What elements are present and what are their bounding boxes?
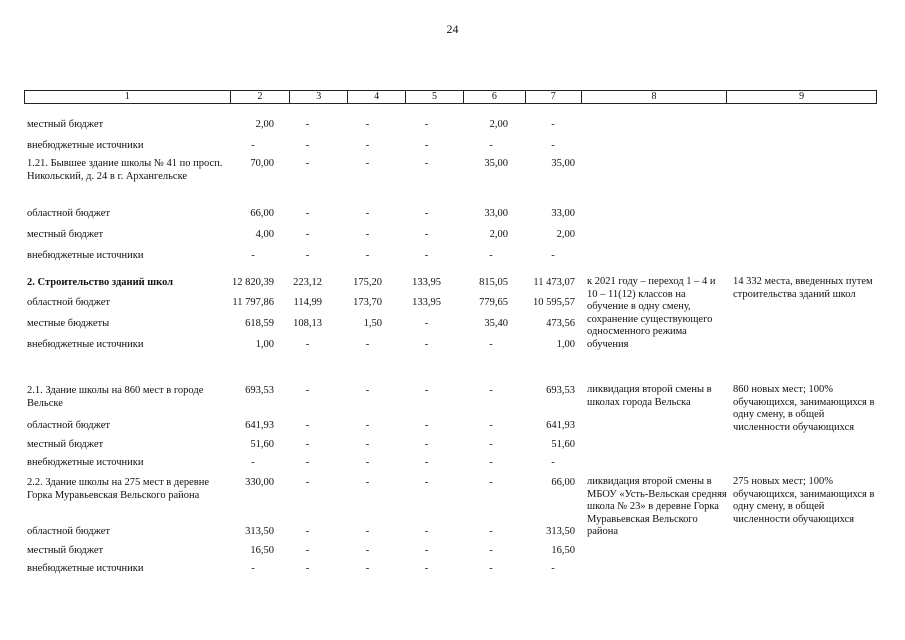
row-label: внебюджетные источники: [27, 457, 144, 468]
row-cell-col-7: 313,50: [546, 526, 575, 537]
row-cell-col-5: -: [424, 420, 429, 431]
row-cell-col-5: 133,95: [412, 297, 441, 308]
row-cell-col-4: -: [365, 339, 370, 350]
header-col-6: 6: [464, 91, 526, 103]
row-cell-col-3: -: [305, 158, 310, 169]
row-cell-col-3: -: [305, 420, 310, 431]
row-cell-col-7: -: [551, 119, 555, 130]
note-col-8: ликвидация второй смены в МБОУ «Усть-Вельская средняя школа № 23» в деревне Горка Муравьевская Вельского района: [587, 476, 727, 537]
row-cell-col-6: -: [489, 140, 493, 151]
row-label: внебюджетные источники: [27, 339, 144, 350]
row-label: областной бюджет: [27, 208, 110, 219]
row-label: областной бюджет: [27, 297, 110, 308]
row-cell-col-5: -: [424, 140, 429, 151]
row-cell-col-6: 35,40: [484, 318, 508, 329]
row-label: 1.21. Бывшее здание школы № 41 по просп. Никольский, д. 24 в г. Архангельске: [27, 158, 223, 182]
row-label: местные бюджеты: [27, 318, 110, 329]
row-label: местный бюджет: [27, 545, 104, 556]
row-cell-col-2: -: [251, 563, 255, 574]
row-cell-col-6: 35,00: [484, 158, 508, 169]
header-col-4: 4: [348, 91, 406, 103]
note-col-9: 275 новых мест; 100% обучающихся, занимающихся в одну смену, в общей численности обучающихся: [733, 476, 875, 525]
row-cell-col-2: 11 797,86: [232, 297, 274, 308]
row-cell-col-7: 1,00: [556, 339, 575, 350]
row-cell-col-5: -: [424, 526, 429, 537]
row-cell-col-3: -: [305, 229, 310, 240]
row-cell-col-4: -: [365, 385, 370, 396]
row-cell-col-2: 66,00: [250, 208, 274, 219]
row-cell-col-7: -: [551, 457, 555, 468]
page-number: 24: [446, 22, 459, 36]
row-cell-col-3: 108,13: [293, 318, 322, 329]
row-cell-col-7: 11 473,07: [533, 277, 575, 288]
row-cell-col-4: 173,70: [353, 297, 382, 308]
row-cell-col-6: 779,65: [479, 297, 508, 308]
note-col-8: ликвидация второй смены в школах города Вельска: [587, 384, 712, 408]
row-cell-col-5: -: [424, 208, 429, 219]
row-cell-col-4: 175,20: [353, 277, 382, 288]
row-cell-col-5: -: [424, 563, 429, 574]
note-col-9: 14 332 места, введенных путем строительства зданий школ: [733, 276, 873, 300]
row-label: местный бюджет: [27, 439, 104, 450]
row-cell-col-5: -: [424, 318, 429, 329]
row-label: областной бюджет: [27, 526, 110, 537]
row-cell-col-6: 2,00: [489, 229, 508, 240]
row-cell-col-6: 815,05: [479, 277, 508, 288]
row-cell-col-5: -: [424, 385, 429, 396]
row-cell-col-3: -: [305, 339, 310, 350]
note-col-9: 860 новых мест; 100% обучающихся, занимающихся в одну смену, в общей численности обучающихся: [733, 384, 875, 433]
row-cell-col-7: 16,50: [551, 545, 575, 556]
row-cell-col-7: 33,00: [551, 208, 575, 219]
row-cell-col-5: -: [424, 250, 429, 261]
row-cell-col-6: -: [489, 563, 493, 574]
row-cell-col-5: -: [424, 339, 429, 350]
row-cell-col-7: 2,00: [556, 229, 575, 240]
row-label: внебюджетные источники: [27, 563, 144, 574]
row-cell-col-4: -: [365, 457, 370, 468]
row-cell-col-7: 66,00: [551, 477, 575, 488]
row-cell-col-7: -: [551, 250, 555, 261]
row-cell-col-6: -: [489, 439, 493, 450]
row-cell-col-7: 35,00: [551, 158, 575, 169]
header-col-9: 9: [799, 91, 805, 102]
header-col-7: 7: [526, 91, 582, 103]
row-cell-col-6: -: [489, 526, 493, 537]
row-label: местный бюджет: [27, 229, 104, 240]
row-cell-col-3: -: [305, 477, 310, 488]
row-cell-col-4: -: [365, 439, 370, 450]
row-cell-col-6: 2,00: [489, 119, 508, 130]
row-label: внебюджетные источники: [27, 140, 144, 151]
row-cell-col-4: -: [365, 250, 370, 261]
row-cell-col-3: 223,12: [293, 277, 322, 288]
row-cell-col-4: -: [365, 229, 370, 240]
row-cell-col-5: -: [424, 119, 429, 130]
row-cell-col-3: -: [305, 457, 310, 468]
row-cell-col-2: 641,93: [245, 420, 274, 431]
row-cell-col-3: -: [305, 250, 310, 261]
row-cell-col-4: -: [365, 208, 370, 219]
row-cell-col-6: 33,00: [484, 208, 508, 219]
row-cell-col-5: -: [424, 158, 429, 169]
row-cell-col-6: -: [489, 339, 493, 350]
row-cell-col-6: -: [489, 457, 493, 468]
row-cell-col-4: -: [365, 119, 370, 130]
row-label: 2.1. Здание школы на 860 мест в городе Вельске: [27, 385, 204, 409]
row-cell-col-4: -: [365, 477, 370, 488]
row-cell-col-7: 51,60: [551, 439, 575, 450]
header-col-2: 2: [231, 91, 291, 103]
header-col-1: 1: [25, 91, 231, 103]
row-label: местный бюджет: [27, 119, 104, 130]
row-cell-col-4: -: [365, 140, 370, 151]
row-cell-col-4: -: [365, 158, 370, 169]
row-cell-col-4: -: [365, 545, 370, 556]
row-cell-col-2: 693,53: [245, 385, 274, 396]
row-cell-col-3: -: [305, 545, 310, 556]
row-cell-col-7: 473,56: [546, 318, 575, 329]
row-cell-col-3: 114,99: [293, 297, 322, 308]
row-cell-col-2: -: [251, 457, 255, 468]
row-cell-col-7: 641,93: [546, 420, 575, 431]
row-cell-col-2: 70,00: [250, 158, 274, 169]
row-cell-col-7: 693,53: [546, 385, 575, 396]
note-col-8: к 2021 году – переход 1 – 4 и 10 – 11(12) классов на обучение в одну смену, сохранение существующего односменного режима обучения: [587, 276, 716, 350]
row-cell-col-2: 618,59: [245, 318, 274, 329]
header-col-3: 3: [290, 91, 348, 103]
row-cell-col-2: 330,00: [245, 477, 274, 488]
row-cell-col-6: -: [489, 477, 493, 488]
row-cell-col-4: 1,50: [363, 318, 382, 329]
row-cell-col-3: -: [305, 385, 310, 396]
row-cell-col-2: -: [251, 140, 255, 151]
row-cell-col-6: -: [489, 545, 493, 556]
row-cell-col-2: 1,00: [255, 339, 274, 350]
row-cell-col-3: -: [305, 140, 310, 151]
row-cell-col-5: -: [424, 439, 429, 450]
row-cell-col-5: 133,95: [412, 277, 441, 288]
row-cell-col-2: 51,60: [250, 439, 274, 450]
row-cell-col-4: -: [365, 563, 370, 574]
row-cell-col-5: -: [424, 229, 429, 240]
row-cell-col-5: -: [424, 457, 429, 468]
row-cell-col-4: -: [365, 526, 370, 537]
row-cell-col-3: -: [305, 526, 310, 537]
row-label: внебюджетные источники: [27, 250, 144, 261]
row-cell-col-7: -: [551, 140, 555, 151]
row-cell-col-3: -: [305, 563, 310, 574]
header-col-8: 8: [582, 91, 728, 103]
row-label: областной бюджет: [27, 420, 110, 431]
row-cell-col-7: 10 595,57: [533, 297, 575, 308]
row-cell-col-5: -: [424, 545, 429, 556]
row-label: 2. Строительство зданий школ: [27, 277, 174, 288]
row-cell-col-2: 313,50: [245, 526, 274, 537]
header-col-5: 5: [406, 91, 464, 103]
row-cell-col-2: 2,00: [255, 119, 274, 130]
row-cell-col-5: -: [424, 477, 429, 488]
row-cell-col-4: -: [365, 420, 370, 431]
row-cell-col-3: -: [305, 439, 310, 450]
row-cell-col-2: 16,50: [250, 545, 274, 556]
row-cell-col-2: 12 820,39: [232, 277, 274, 288]
row-cell-col-3: -: [305, 208, 310, 219]
table-header-row: [24, 90, 877, 104]
row-cell-col-3: -: [305, 119, 310, 130]
row-cell-col-6: -: [489, 420, 493, 431]
row-cell-col-6: -: [489, 250, 493, 261]
row-cell-col-2: 4,00: [255, 229, 274, 240]
row-label: 2.2. Здание школы на 275 мест в деревне Горка Муравьевская Вельского района: [27, 477, 210, 501]
row-cell-col-7: -: [551, 563, 555, 574]
row-cell-col-6: -: [489, 385, 493, 396]
row-cell-col-2: -: [251, 250, 255, 261]
